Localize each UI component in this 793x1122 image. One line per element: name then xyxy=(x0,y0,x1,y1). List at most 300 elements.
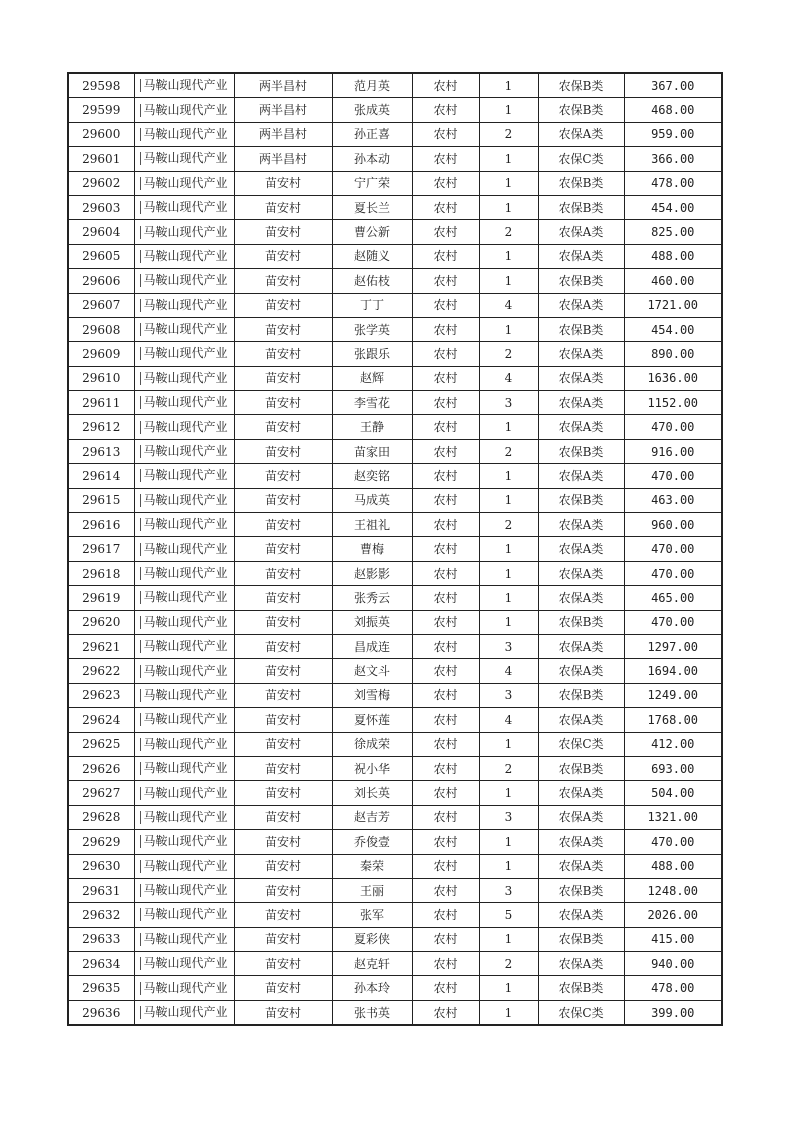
amount-cell: 478.00 xyxy=(624,171,722,195)
truncated-text-edge xyxy=(140,494,141,507)
amount-cell: 504.00 xyxy=(624,781,722,805)
village-cell: 苗安村 xyxy=(234,683,332,707)
name-cell: 赵奕铭 xyxy=(332,464,412,488)
amount-cell: 399.00 xyxy=(624,1000,722,1025)
household-type-cell: 农村 xyxy=(412,683,479,707)
name-cell: 徐成荣 xyxy=(332,732,412,756)
unit-text: 马鞍山现代产业 xyxy=(143,736,228,751)
household-type-cell: 农村 xyxy=(412,610,479,634)
truncated-text-edge xyxy=(140,469,141,482)
member-count-cell: 1 xyxy=(479,244,538,268)
record-id: 29613 xyxy=(68,439,134,463)
record-id: 29624 xyxy=(68,708,134,732)
truncated-text-edge xyxy=(140,201,141,214)
category-cell: 农保A类 xyxy=(538,513,624,537)
village-cell: 苗安村 xyxy=(234,342,332,366)
unit-cell xyxy=(134,610,234,634)
amount-cell: 825.00 xyxy=(624,220,722,244)
name-cell: 王祖礼 xyxy=(332,513,412,537)
category-cell: 农保B类 xyxy=(538,73,624,98)
table-row xyxy=(68,537,722,561)
unit-text: 马鞍山现代产业 xyxy=(143,322,228,337)
unit-text: 马鞍山现代产业 xyxy=(143,297,228,312)
household-type-cell: 农村 xyxy=(412,73,479,98)
table-row xyxy=(68,269,722,293)
truncated-text-edge xyxy=(140,640,141,653)
category-cell: 农保A类 xyxy=(538,634,624,658)
unit-cell xyxy=(134,513,234,537)
unit-text: 马鞍山现代产业 xyxy=(143,761,228,776)
village-cell: 两半昌村 xyxy=(234,73,332,98)
record-id: 29632 xyxy=(68,903,134,927)
truncated-text-edge xyxy=(140,347,141,360)
name-cell: 孙正喜 xyxy=(332,122,412,146)
unit-text: 马鞍山现代产业 xyxy=(143,224,228,239)
unit-text: 马鞍山现代产业 xyxy=(143,785,228,800)
record-id: 29614 xyxy=(68,464,134,488)
unit-text: 马鞍山现代产业 xyxy=(143,712,228,727)
unit-cell xyxy=(134,903,234,927)
unit-text: 马鞍山现代产业 xyxy=(143,614,228,629)
name-cell: 张跟乐 xyxy=(332,342,412,366)
table-row xyxy=(68,415,722,439)
unit-cell xyxy=(134,781,234,805)
member-count-cell: 1 xyxy=(479,195,538,219)
table-row xyxy=(68,439,722,463)
truncated-text-edge xyxy=(140,860,141,873)
truncated-text-edge xyxy=(140,567,141,580)
record-id: 29628 xyxy=(68,805,134,829)
table-row xyxy=(68,805,722,829)
unit-text: 马鞍山现代产业 xyxy=(143,395,228,410)
member-count-cell: 1 xyxy=(479,317,538,341)
unit-text: 马鞍山现代产业 xyxy=(143,858,228,873)
unit-cell xyxy=(134,854,234,878)
unit-cell xyxy=(134,634,234,658)
household-type-cell: 农村 xyxy=(412,659,479,683)
member-count-cell: 4 xyxy=(479,659,538,683)
household-type-cell: 农村 xyxy=(412,732,479,756)
truncated-text-edge xyxy=(140,835,141,848)
name-cell: 赵佑枝 xyxy=(332,269,412,293)
member-count-cell: 2 xyxy=(479,513,538,537)
record-id: 29607 xyxy=(68,293,134,317)
household-type-cell: 农村 xyxy=(412,342,479,366)
member-count-cell: 3 xyxy=(479,878,538,902)
name-cell: 宁广荣 xyxy=(332,171,412,195)
name-cell: 张学英 xyxy=(332,317,412,341)
name-cell: 赵辉 xyxy=(332,366,412,390)
amount-cell: 465.00 xyxy=(624,586,722,610)
unit-cell xyxy=(134,586,234,610)
village-cell: 苗安村 xyxy=(234,391,332,415)
truncated-text-edge xyxy=(140,372,141,385)
table-row xyxy=(68,317,722,341)
member-count-cell: 2 xyxy=(479,952,538,976)
table-row xyxy=(68,561,722,585)
truncated-text-edge xyxy=(140,396,141,409)
category-cell: 农保A类 xyxy=(538,830,624,854)
household-type-cell: 农村 xyxy=(412,830,479,854)
name-cell: 曹公新 xyxy=(332,220,412,244)
name-cell: 马成英 xyxy=(332,488,412,512)
truncated-text-edge xyxy=(140,250,141,263)
record-id: 29609 xyxy=(68,342,134,366)
table-body xyxy=(68,73,722,1025)
record-id: 29611 xyxy=(68,391,134,415)
name-cell: 夏长兰 xyxy=(332,195,412,219)
record-id: 29615 xyxy=(68,488,134,512)
unit-cell xyxy=(134,122,234,146)
unit-cell xyxy=(134,195,234,219)
household-type-cell: 农村 xyxy=(412,391,479,415)
name-cell: 曹梅 xyxy=(332,537,412,561)
village-cell: 苗安村 xyxy=(234,488,332,512)
unit-text: 马鞍山现代产业 xyxy=(143,248,228,263)
household-type-cell: 农村 xyxy=(412,244,479,268)
amount-cell: 415.00 xyxy=(624,927,722,951)
table-row xyxy=(68,366,722,390)
name-cell: 张军 xyxy=(332,903,412,927)
village-cell: 苗安村 xyxy=(234,195,332,219)
household-type-cell: 农村 xyxy=(412,415,479,439)
member-count-cell: 1 xyxy=(479,976,538,1000)
table-row xyxy=(68,488,722,512)
amount-cell: 1248.00 xyxy=(624,878,722,902)
category-cell: 农保B类 xyxy=(538,439,624,463)
amount-cell: 470.00 xyxy=(624,464,722,488)
unit-text: 马鞍山现代产业 xyxy=(143,102,228,117)
record-id: 29630 xyxy=(68,854,134,878)
unit-cell xyxy=(134,659,234,683)
village-cell: 两半昌村 xyxy=(234,98,332,122)
village-cell: 苗安村 xyxy=(234,561,332,585)
truncated-text-edge xyxy=(140,445,141,458)
truncated-text-edge xyxy=(140,177,141,190)
unit-text: 马鞍山现代产业 xyxy=(143,126,228,141)
member-count-cell: 1 xyxy=(479,269,538,293)
unit-text: 马鞍山现代产业 xyxy=(143,370,228,385)
record-id: 29600 xyxy=(68,122,134,146)
unit-cell xyxy=(134,366,234,390)
village-cell: 苗安村 xyxy=(234,317,332,341)
truncated-text-edge xyxy=(140,104,141,117)
table-row xyxy=(68,878,722,902)
member-count-cell: 4 xyxy=(479,366,538,390)
member-count-cell: 1 xyxy=(479,927,538,951)
unit-text: 马鞍山现代产业 xyxy=(143,980,228,995)
household-type-cell: 农村 xyxy=(412,781,479,805)
member-count-cell: 1 xyxy=(479,537,538,561)
record-id: 29608 xyxy=(68,317,134,341)
amount-cell: 470.00 xyxy=(624,537,722,561)
amount-cell: 460.00 xyxy=(624,269,722,293)
amount-cell: 1768.00 xyxy=(624,708,722,732)
member-count-cell: 1 xyxy=(479,586,538,610)
truncated-text-edge xyxy=(140,299,141,312)
unit-cell xyxy=(134,561,234,585)
name-cell: 秦荣 xyxy=(332,854,412,878)
unit-text: 马鞍山现代产业 xyxy=(143,834,228,849)
category-cell: 农保C类 xyxy=(538,732,624,756)
unit-cell xyxy=(134,927,234,951)
unit-text: 马鞍山现代产业 xyxy=(143,809,228,824)
unit-cell xyxy=(134,683,234,707)
unit-cell xyxy=(134,269,234,293)
record-id: 29612 xyxy=(68,415,134,439)
record-id: 29599 xyxy=(68,98,134,122)
category-cell: 农保A类 xyxy=(538,561,624,585)
unit-cell xyxy=(134,439,234,463)
unit-text: 马鞍山现代产业 xyxy=(143,931,228,946)
table-row xyxy=(68,195,722,219)
name-cell: 孙本动 xyxy=(332,147,412,171)
name-cell: 赵影影 xyxy=(332,561,412,585)
household-type-cell: 农村 xyxy=(412,878,479,902)
name-cell: 昌成连 xyxy=(332,634,412,658)
unit-cell xyxy=(134,805,234,829)
record-id: 29606 xyxy=(68,269,134,293)
name-cell: 李雪花 xyxy=(332,391,412,415)
household-type-cell: 农村 xyxy=(412,903,479,927)
category-cell: 农保A类 xyxy=(538,293,624,317)
category-cell: 农保A类 xyxy=(538,391,624,415)
table-row xyxy=(68,147,722,171)
category-cell: 农保A类 xyxy=(538,805,624,829)
table-row xyxy=(68,634,722,658)
unit-text: 马鞍山现代产业 xyxy=(143,541,228,556)
truncated-text-edge xyxy=(140,323,141,336)
table-row xyxy=(68,781,722,805)
member-count-cell: 1 xyxy=(479,73,538,98)
truncated-text-edge xyxy=(140,982,141,995)
truncated-text-edge xyxy=(140,762,141,775)
village-cell: 苗安村 xyxy=(234,927,332,951)
unit-cell xyxy=(134,244,234,268)
amount-cell: 470.00 xyxy=(624,561,722,585)
table-row xyxy=(68,220,722,244)
household-type-cell: 农村 xyxy=(412,1000,479,1025)
member-count-cell: 1 xyxy=(479,732,538,756)
table-row xyxy=(68,708,722,732)
amount-cell: 1694.00 xyxy=(624,659,722,683)
record-id: 29605 xyxy=(68,244,134,268)
unit-text: 马鞍山现代产业 xyxy=(143,200,228,215)
category-cell: 农保C类 xyxy=(538,147,624,171)
table-row xyxy=(68,464,722,488)
amount-cell: 478.00 xyxy=(624,976,722,1000)
category-cell: 农保A类 xyxy=(538,122,624,146)
truncated-text-edge xyxy=(140,518,141,531)
household-type-cell: 农村 xyxy=(412,927,479,951)
unit-text: 马鞍山现代产业 xyxy=(143,883,228,898)
truncated-text-edge xyxy=(140,933,141,946)
unit-cell xyxy=(134,830,234,854)
category-cell: 农保A类 xyxy=(538,244,624,268)
record-id: 29618 xyxy=(68,561,134,585)
beneficiary-table xyxy=(67,72,723,1026)
truncated-text-edge xyxy=(140,274,141,287)
category-cell: 农保B类 xyxy=(538,610,624,634)
member-count-cell: 2 xyxy=(479,122,538,146)
member-count-cell: 1 xyxy=(479,1000,538,1025)
household-type-cell: 农村 xyxy=(412,634,479,658)
category-cell: 农保B类 xyxy=(538,683,624,707)
member-count-cell: 2 xyxy=(479,342,538,366)
record-id: 29598 xyxy=(68,73,134,98)
name-cell: 刘振英 xyxy=(332,610,412,634)
village-cell: 苗安村 xyxy=(234,439,332,463)
category-cell: 农保A类 xyxy=(538,781,624,805)
category-cell: 农保A类 xyxy=(538,537,624,561)
category-cell: 农保B类 xyxy=(538,488,624,512)
record-id: 29610 xyxy=(68,366,134,390)
record-id: 29626 xyxy=(68,756,134,780)
household-type-cell: 农村 xyxy=(412,561,479,585)
record-id: 29623 xyxy=(68,683,134,707)
category-cell: 农保B类 xyxy=(538,269,624,293)
record-id: 29634 xyxy=(68,952,134,976)
name-cell: 范月英 xyxy=(332,73,412,98)
category-cell: 农保B类 xyxy=(538,317,624,341)
name-cell: 赵文斗 xyxy=(332,659,412,683)
unit-text: 马鞍山现代产业 xyxy=(143,346,228,361)
name-cell: 赵吉芳 xyxy=(332,805,412,829)
unit-cell xyxy=(134,756,234,780)
truncated-text-edge xyxy=(140,1006,141,1019)
member-count-cell: 1 xyxy=(479,98,538,122)
table-row xyxy=(68,73,722,98)
table-row xyxy=(68,610,722,634)
truncated-text-edge xyxy=(140,226,141,239)
unit-text: 马鞍山现代产业 xyxy=(143,468,228,483)
village-cell: 苗安村 xyxy=(234,610,332,634)
record-id: 29620 xyxy=(68,610,134,634)
household-type-cell: 农村 xyxy=(412,805,479,829)
record-id: 29625 xyxy=(68,732,134,756)
record-id: 29602 xyxy=(68,171,134,195)
table-row xyxy=(68,342,722,366)
household-type-cell: 农村 xyxy=(412,317,479,341)
village-cell: 苗安村 xyxy=(234,756,332,780)
village-cell: 苗安村 xyxy=(234,903,332,927)
household-type-cell: 农村 xyxy=(412,976,479,1000)
truncated-text-edge xyxy=(140,665,141,678)
unit-text: 马鞍山现代产业 xyxy=(143,956,228,971)
table-row xyxy=(68,683,722,707)
name-cell: 赵随义 xyxy=(332,244,412,268)
category-cell: 农保A类 xyxy=(538,952,624,976)
category-cell: 农保A类 xyxy=(538,854,624,878)
truncated-text-edge xyxy=(140,543,141,556)
unit-cell xyxy=(134,342,234,366)
village-cell: 苗安村 xyxy=(234,366,332,390)
unit-cell xyxy=(134,976,234,1000)
member-count-cell: 1 xyxy=(479,781,538,805)
table-row xyxy=(68,659,722,683)
record-id: 29629 xyxy=(68,830,134,854)
member-count-cell: 1 xyxy=(479,561,538,585)
village-cell: 苗安村 xyxy=(234,854,332,878)
table-row xyxy=(68,1000,722,1025)
record-id: 29604 xyxy=(68,220,134,244)
category-cell: 农保A类 xyxy=(538,366,624,390)
table-row xyxy=(68,854,722,878)
amount-cell: 1297.00 xyxy=(624,634,722,658)
member-count-cell: 1 xyxy=(479,610,538,634)
category-cell: 农保B类 xyxy=(538,878,624,902)
amount-cell: 959.00 xyxy=(624,122,722,146)
amount-cell: 454.00 xyxy=(624,317,722,341)
truncated-text-edge xyxy=(140,591,141,604)
amount-cell: 488.00 xyxy=(624,854,722,878)
village-cell: 苗安村 xyxy=(234,415,332,439)
category-cell: 农保A类 xyxy=(538,659,624,683)
truncated-text-edge xyxy=(140,421,141,434)
table-row xyxy=(68,952,722,976)
unit-text: 马鞍山现代产业 xyxy=(143,663,228,678)
name-cell: 张成英 xyxy=(332,98,412,122)
unit-cell xyxy=(134,732,234,756)
amount-cell: 470.00 xyxy=(624,415,722,439)
record-id: 29601 xyxy=(68,147,134,171)
village-cell: 苗安村 xyxy=(234,244,332,268)
member-count-cell: 3 xyxy=(479,805,538,829)
household-type-cell: 农村 xyxy=(412,147,479,171)
member-count-cell: 1 xyxy=(479,147,538,171)
name-cell: 丁丁 xyxy=(332,293,412,317)
name-cell: 夏彩侠 xyxy=(332,927,412,951)
record-id: 29619 xyxy=(68,586,134,610)
household-type-cell: 农村 xyxy=(412,195,479,219)
amount-cell: 1721.00 xyxy=(624,293,722,317)
unit-cell xyxy=(134,317,234,341)
unit-text: 马鞍山现代产业 xyxy=(143,151,228,166)
category-cell: 农保B类 xyxy=(538,976,624,1000)
household-type-cell: 农村 xyxy=(412,220,479,244)
table-row xyxy=(68,244,722,268)
household-type-cell: 农村 xyxy=(412,756,479,780)
member-count-cell: 2 xyxy=(479,439,538,463)
truncated-text-edge xyxy=(140,713,141,726)
household-type-cell: 农村 xyxy=(412,464,479,488)
village-cell: 苗安村 xyxy=(234,634,332,658)
amount-cell: 940.00 xyxy=(624,952,722,976)
household-type-cell: 农村 xyxy=(412,708,479,732)
truncated-text-edge xyxy=(140,616,141,629)
member-count-cell: 3 xyxy=(479,683,538,707)
household-type-cell: 农村 xyxy=(412,439,479,463)
table-row xyxy=(68,903,722,927)
table-row xyxy=(68,513,722,537)
member-count-cell: 4 xyxy=(479,708,538,732)
record-id: 29631 xyxy=(68,878,134,902)
amount-cell: 960.00 xyxy=(624,513,722,537)
table-row xyxy=(68,732,722,756)
village-cell: 苗安村 xyxy=(234,513,332,537)
amount-cell: 916.00 xyxy=(624,439,722,463)
unit-text: 马鞍山现代产业 xyxy=(143,78,228,93)
member-count-cell: 3 xyxy=(479,391,538,415)
unit-cell xyxy=(134,73,234,98)
name-cell: 乔俊壹 xyxy=(332,830,412,854)
category-cell: 农保A类 xyxy=(538,903,624,927)
amount-cell: 367.00 xyxy=(624,73,722,98)
table-row xyxy=(68,756,722,780)
unit-cell xyxy=(134,878,234,902)
village-cell: 苗安村 xyxy=(234,878,332,902)
record-id: 29636 xyxy=(68,1000,134,1025)
